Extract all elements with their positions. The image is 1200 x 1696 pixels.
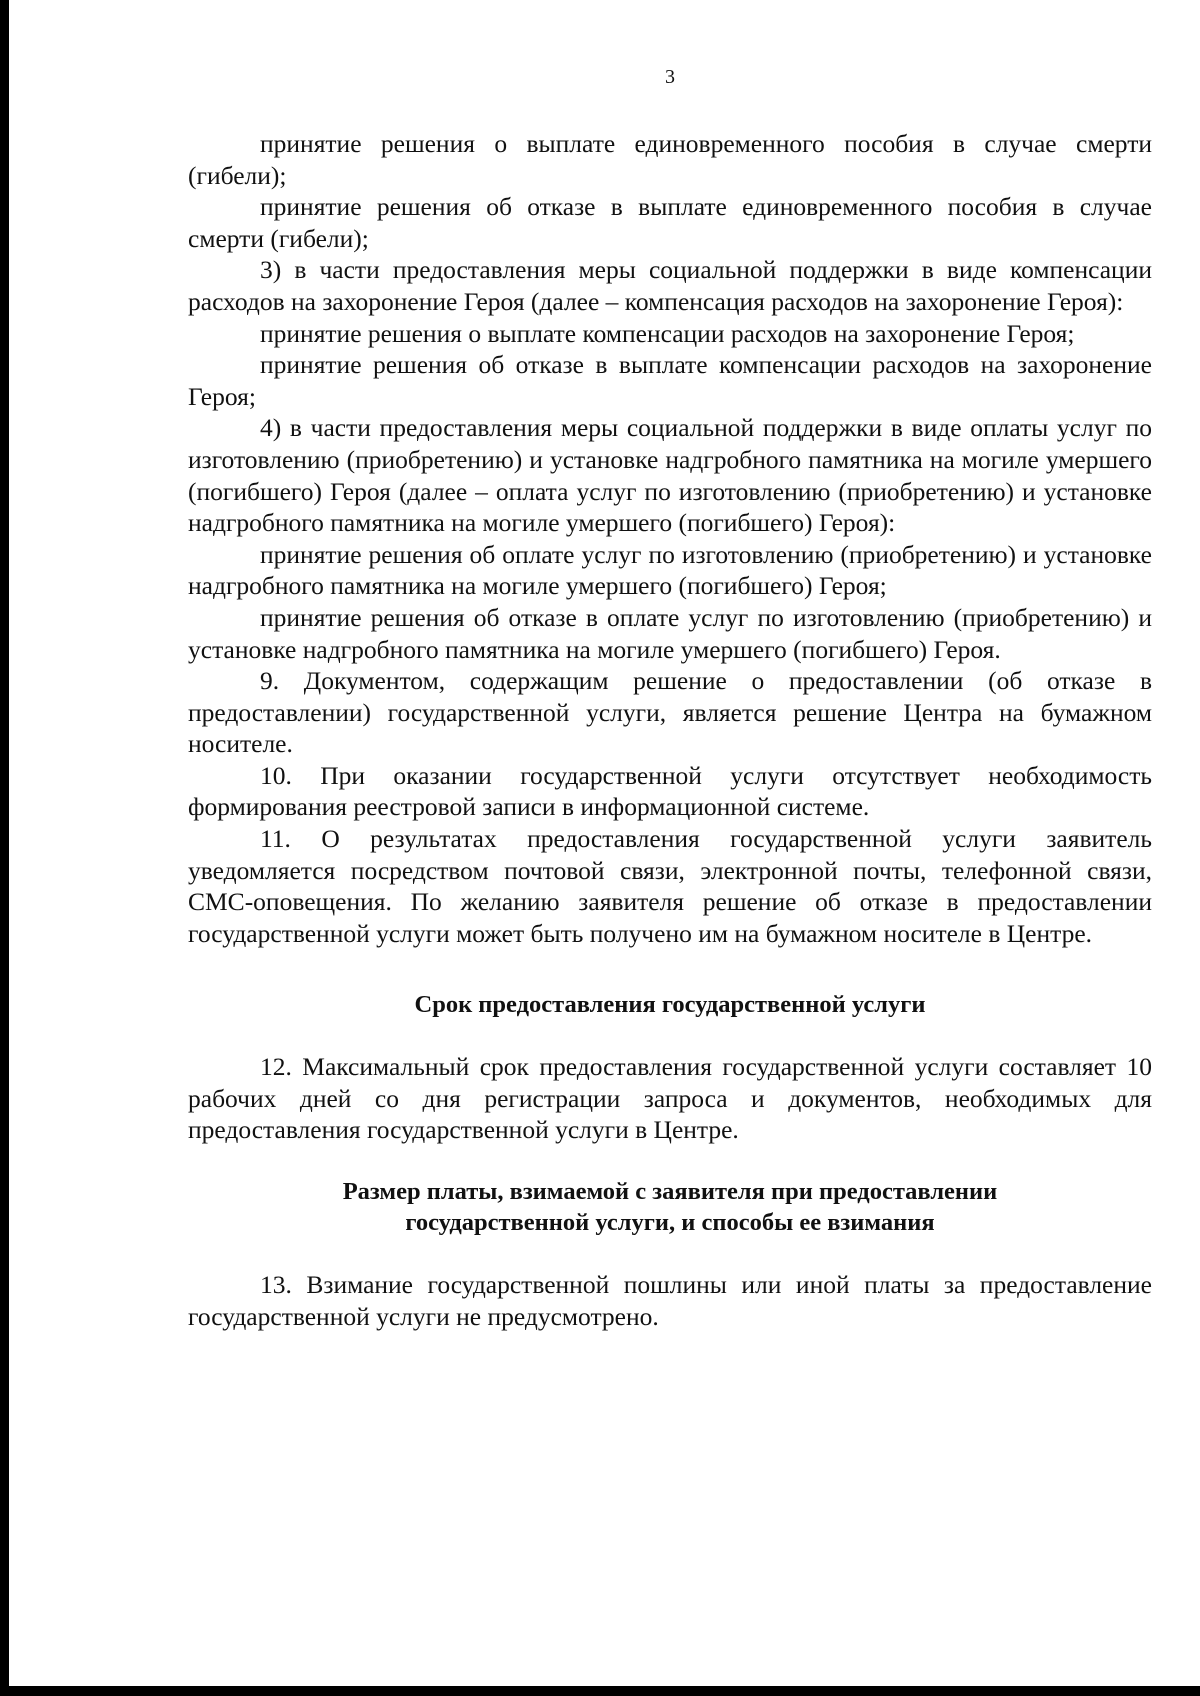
section-fee-text: [188, 1269, 1152, 1332]
section-heading-fee: [188, 1176, 1152, 1239]
paragraph: 12. Максимальный срок предоставления государственной услуги составляет 10 рабочих дней со дня регистрации запроса и документов, необходимых для предоставления государственной услуги в Центре.: [188, 1052, 1152, 1145]
paragraph: 9. Документом, содержащим решение о предоставлении (об отказе в предоставлении) государственной услуги, является решение Центра на бумажном носителе.: [188, 666, 1152, 759]
scan-border-left: [0, 0, 9, 1696]
paragraph: 13. Взимание государственной пошлины или иной платы за предоставление государственной услуги не предусмотрено.: [188, 1270, 1152, 1331]
heading-line: Срок предоставления государственной услуги: [414, 991, 926, 1019]
paragraph: 3) в части предоставления меры социальной поддержки в виде компенсации расходов на захоронение Героя (далее – компенсация расходов на захоронение Героя):: [188, 255, 1152, 316]
section-term-text: [188, 1051, 1152, 1146]
heading-line: Размер платы, взимаемой с заявителя при предоставлении: [342, 1177, 998, 1205]
paragraph: принятие решения об отказе в выплате компенсации расходов на захоронение Героя;: [188, 350, 1152, 411]
document-page: [188, 62, 1152, 1332]
paragraph: принятие решения об отказе в выплате единовременного пособия в случае смерти (гибели);: [188, 192, 1152, 253]
paragraph: принятие решения об отказе в оплате услуг по изготовлению (приобретению) и установке надгробного памятника на могиле умершего (погибшего) Героя.: [188, 602, 1152, 664]
paragraph: принятие решения о выплате компенсации расходов на захоронение Героя;: [260, 318, 1075, 348]
scan-border-bottom: [0, 1686, 1200, 1696]
section-heading-term: [188, 989, 1152, 1021]
paragraph: 10. При оказании государственной услуги отсутствует необходимость формирования реестровой записи в информационной системе.: [188, 760, 1152, 822]
paragraph: 4) в части предоставления меры социальной поддержки в виде оплаты услуг по изготовлению (приобретению) и установке надгробного памятника на могиле умершего (погибшего) Героя (далее – оплата услуг по изготовлению (приобретению) и установке надгробного памятника на могиле умершего (погибшего) Героя):: [188, 413, 1152, 538]
heading-line: государственной услуги, и способы ее взимания: [405, 1209, 935, 1237]
paragraph: принятие решения об оплате услуг по изготовлению (приобретению) и установке надгробного памятника на могиле умершего (погибшего) Героя;: [188, 539, 1152, 601]
paragraph: принятие решения о выплате единовременного пособия в случае смерти (гибели);: [188, 129, 1152, 190]
body-text: [188, 128, 1152, 949]
paragraph: 11. О результатах предоставления государственной услуги заявитель уведомляется посредством почтовой связи, электронной почты, телефонной связи, СМС-оповещения. По желанию заявителя решение об отказе в предоставлении государственной услуги может быть получено им на бумажном носителе в Центре.: [188, 824, 1152, 948]
page-number: 3: [665, 66, 675, 88]
